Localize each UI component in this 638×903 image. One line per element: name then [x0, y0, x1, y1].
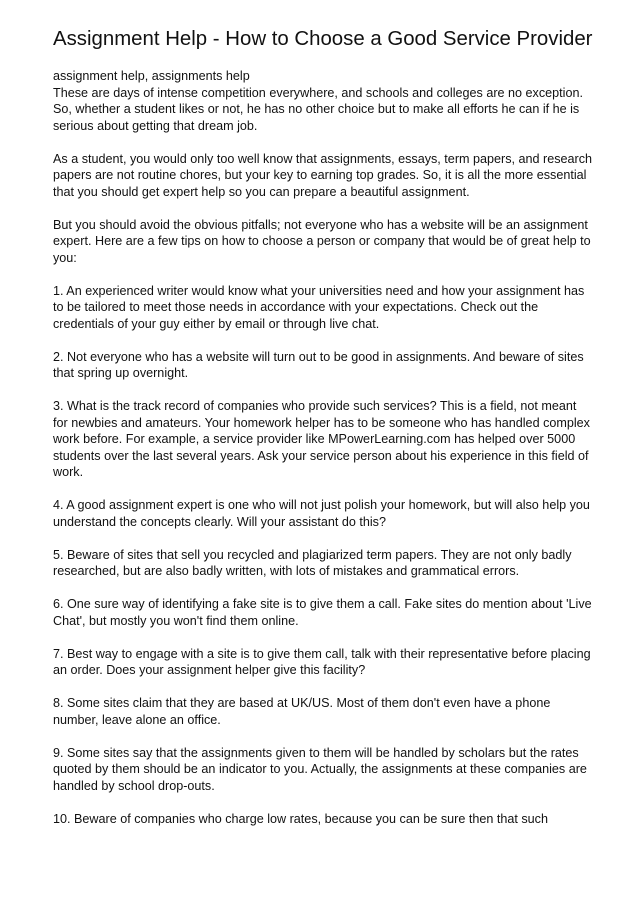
document-title: Assignment Help - How to Choose a Good Service Provider — [53, 28, 593, 50]
tip-1: 1. An experienced writer would know what your universities need and how your assignment has to be tailored to meet those needs in accordance with your expectations. Check out the credentials of your guy either by email or through live chat. — [53, 283, 585, 331]
paragraph-pitfalls: But you should avoid the obvious pitfalls; not everyone who has a website will be an assignment expert. Here are a few tips on how to choose a person or company that would be of great help to you: — [53, 217, 591, 265]
tip-2: 2. Not everyone who has a website will turn out to be good in assignments. And beware of sites that spring up overnight. — [53, 349, 584, 380]
tip-6: 6. One sure way of identifying a fake site is to give them a call. Fake sites do mention about 'Live Chat', but mostly you won't find them online. — [53, 597, 592, 628]
paragraph-intro: These are days of intense competition everywhere, and schools and colleges are no exception. So, whether a student likes or not, he has no other choice but to make all efforts he can if he is serious about getting that dream job. — [53, 85, 583, 133]
tip-10: 10. Beware of companies who charge low rates, because you can be sure then that such — [53, 811, 548, 826]
tip-8: 8. Some sites claim that they are based at UK/US. Most of them don't even have a phone number, leave alone an office. — [53, 696, 551, 727]
paragraph-student: As a student, you would only too well know that assignments, essays, term papers, and research papers are not routine chores, but your key to earning top grades. So, it is all the more essential that you should get expert help so you can prepare a beautiful assignment. — [53, 151, 593, 199]
tip-4: 4. A good assignment expert is one who will not just polish your homework, but will also help you understand the concepts clearly. Will your assistant do this? — [53, 498, 590, 529]
tip-9: 9. Some sites say that the assignments given to them will be handled by scholars but the rates quoted by them should be an indicator to you. Actually, the assignments at these companies are handled by school drop-outs. — [53, 745, 587, 793]
keywords-line: assignment help, assignments help — [53, 69, 250, 83]
tip-7: 7. Best way to engage with a site is to give them call, talk with their representative before placing an order. Does your assignment helper give this facility? — [53, 646, 591, 677]
document-page — [53, 26, 593, 844]
tip-3: 3. What is the track record of companies who provide such services? This is a field, not meant for newbies and amateurs. Your homework helper has to be someone who has handled complex work before. For example, a service provider like MPowerLearning.com has helped over 5000 students over the last several years. Ask your service person about his experience in this field of work. — [53, 399, 590, 479]
tip-5: 5. Beware of sites that sell you recycled and plagiarized term papers. They are not only badly researched, but are also badly written, with lots of mistakes and grammatical errors. — [53, 547, 572, 578]
